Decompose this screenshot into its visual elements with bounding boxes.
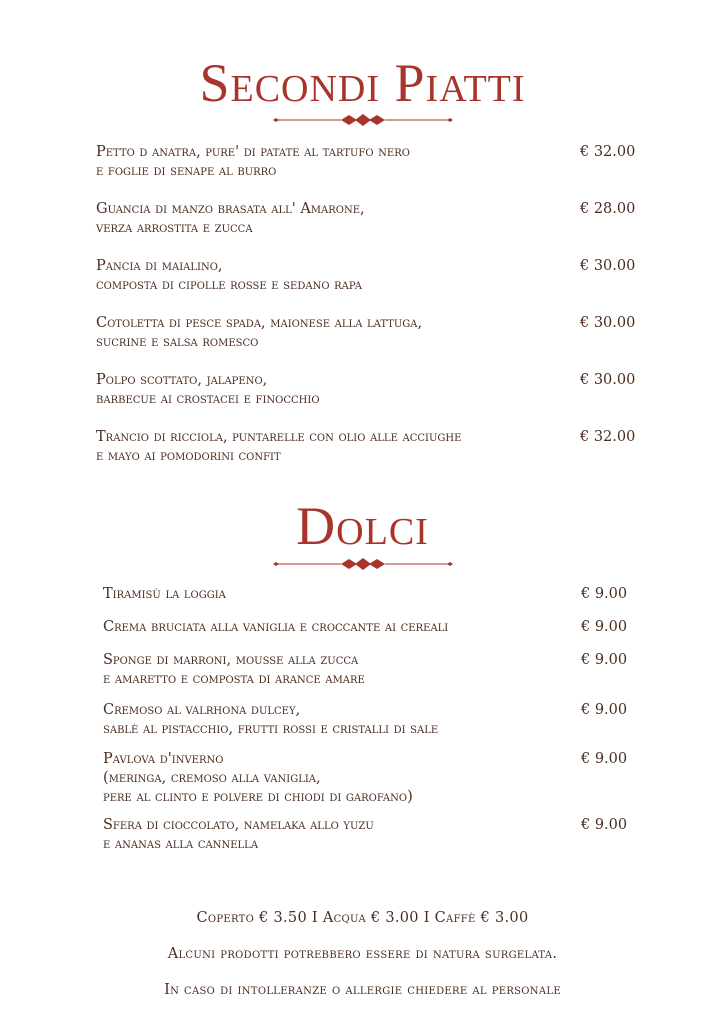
item-description: Tiramisù la loggia [103, 586, 226, 602]
item-price: € 9.00 [581, 702, 628, 718]
item-description: Sponge di marroni, mousse alla zucca e amaretto e composta di arance amare [103, 652, 365, 687]
item-description: Sfera di cioccolato, namelaka allo yuzu e ananas alla cannella [103, 817, 374, 852]
item-description: Guancia di manzo brasata all' Amarone, verza arrostita e zucca [96, 201, 365, 236]
item-price: € 28.00 [580, 201, 636, 217]
item-price: € 30.00 [580, 258, 636, 274]
footer-prices: Coperto € 3.50 I Acqua € 3.00 I Caffè € 3.00 [196, 910, 529, 926]
footer-frozen-note: Alcuni prodotti potrebbero essere di natura surgelata. [167, 946, 558, 962]
item-description: Cotoletta di pesce spada, maionese alla lattuga, sucrine e salsa romesco [96, 315, 423, 350]
section-title-secondi: Secondi Piatti [199, 53, 526, 113]
item-description: Cremoso al valrhona dulcey, sablè al pistacchio, frutti rossi e cristalli di sale [103, 702, 439, 737]
item-description: Trancio di ricciola, puntarelle con olio alle acciughe e mayo ai pomodorini confit [96, 429, 462, 464]
item-price: € 9.00 [581, 619, 628, 635]
item-description: Polpo scottato, jalapeno, barbecue ai crostacei e finocchio [96, 372, 320, 407]
item-description: Pancia di maialino, composta di cipolle rosse e sedano rapa [96, 258, 362, 293]
item-description: Crema bruciata alla vaniglia e croccante ai cereali [103, 619, 449, 635]
item-description: Petto d anatra, pure' di patate al tartufo nero e foglie di senape al burro [96, 144, 410, 179]
section-title-dolci: Dolci [296, 496, 429, 556]
item-price: € 32.00 [580, 429, 636, 445]
item-price: € 9.00 [581, 751, 628, 767]
item-price: € 9.00 [581, 652, 628, 668]
item-price: € 30.00 [580, 372, 636, 388]
item-price: € 9.00 [581, 817, 628, 833]
item-price: € 30.00 [580, 315, 636, 331]
footer-allergy-note: In caso di intolleranze o allergie chiedere al personale [164, 982, 561, 998]
item-description: Pavlova d'inverno (meringa, cremoso alla vaniglia, pere al clinto e polvere di chiodi di garofano) [103, 751, 413, 805]
ornament-divider-icon [0, 557, 725, 571]
item-price: € 9.00 [581, 586, 628, 602]
item-price: € 32.00 [580, 144, 636, 160]
ornament-divider-icon [0, 113, 725, 127]
